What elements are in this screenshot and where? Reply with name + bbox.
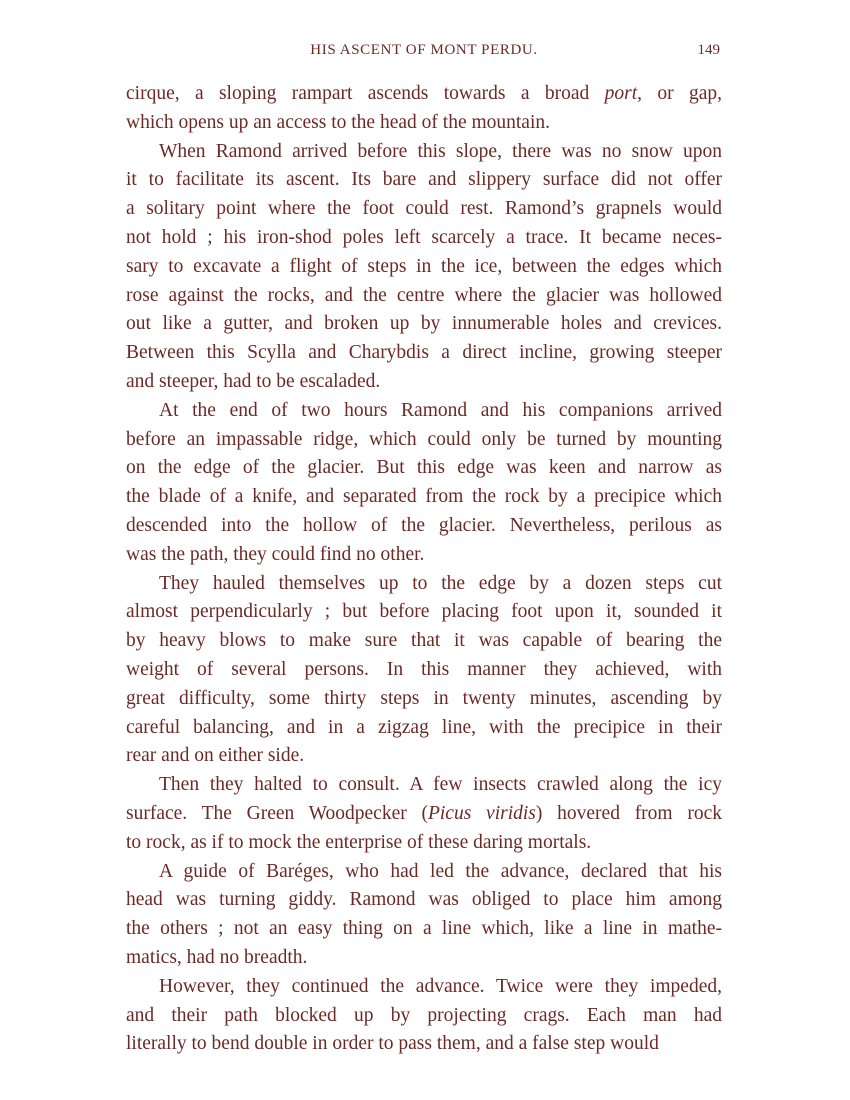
text-line [126, 397, 722, 426]
text-line [126, 109, 722, 138]
paragraph [126, 80, 722, 138]
text-segment: and steeper, had to be escaladed. [126, 370, 381, 392]
text-segment: A guide of Baréges, who had led the advance, declared that his [159, 860, 722, 882]
text-segment: cirque, a sloping rampart ascends towards a broad [126, 83, 605, 104]
page-number: 149 [697, 42, 720, 58]
text-segment: was the path, they could find no other. [126, 543, 425, 565]
text-segment: careful balancing, and in a zigzag line, with the precipice in their [126, 716, 722, 738]
text-segment: Then they halted to consult. A few insects crawled along the icy [159, 774, 722, 796]
text-segment: on the edge of the glacier. But this edge was keen and narrow as [126, 457, 722, 479]
text-line [126, 656, 722, 685]
text-line [126, 541, 722, 570]
text-segment: a solitary point where the foot could rest. Ramond’s grapnels would [126, 198, 722, 220]
text-segment: the blade of a knife, and separated from the rock by a precipice which [126, 486, 722, 508]
text-line [126, 714, 722, 743]
italic-term: port [604, 83, 638, 104]
text-segment: not hold ; his iron-shod poles left scarcely a trace. It became neces- [126, 226, 722, 248]
text-segment: At the end of two hours Ramond and his companions arrived [159, 399, 722, 421]
text-segment: great difficulty, some thirty steps in twenty minutes, ascending by [126, 687, 722, 709]
text-line [126, 915, 722, 944]
text-line [126, 483, 722, 512]
text-line [126, 166, 722, 195]
text-segment: When Ramond arrived before this slope, there was no snow upon [159, 140, 722, 162]
text-line [126, 829, 722, 858]
paragraph [126, 138, 722, 397]
text-line [126, 973, 722, 1002]
text-line [126, 512, 722, 541]
text-segment: They hauled themselves up to the edge by a dozen steps cut [159, 572, 722, 594]
text-segment: which opens up an access to the head of the mountain. [126, 111, 551, 133]
text-segment: weight of several persons. In this manner they achieved, with [126, 658, 722, 680]
text-segment: out like a gutter, and broken up by innumerable holes and crevices. [126, 313, 722, 335]
paragraph [126, 771, 722, 857]
text-line [126, 368, 722, 397]
text-segment: , or gap, [637, 83, 722, 104]
italic-term: Picus viridis [427, 802, 536, 824]
running-title: HIS ASCENT OF MONT PERDU. [310, 42, 538, 58]
text-line [126, 685, 722, 714]
paragraph [126, 858, 722, 973]
text-segment: sary to excavate a flight of steps in the ice, between the edges which [126, 255, 722, 277]
text-line [126, 138, 722, 167]
text-segment: However, they continued the advance. Twice were they impeded, [159, 975, 722, 997]
text-segment: it to facilitate its ascent. Its bare and slippery surface did not offer [126, 169, 722, 191]
text-line [126, 886, 722, 915]
paragraph [126, 397, 722, 570]
text-line [126, 454, 722, 483]
text-segment: the others ; not an easy thing on a line which, like a line in mathe- [126, 918, 722, 940]
text-segment: matics, had no breadth. [126, 946, 308, 968]
text-segment: literally to bend double in order to pass them, and a false step would [126, 1033, 659, 1055]
text-segment: before an impassable ridge, which could only be turned by mounting [126, 428, 722, 450]
text-line [126, 598, 722, 627]
text-line [126, 195, 722, 224]
running-head [126, 38, 722, 62]
text-segment: by heavy blows to make sure that it was capable of bearing the [126, 630, 722, 652]
text-line [126, 80, 722, 109]
text-line [126, 627, 722, 656]
text-line [126, 1002, 722, 1031]
text-segment: Between this Scylla and Charybdis a direct incline, growing steeper [126, 342, 722, 364]
text-segment: almost perpendicularly ; but before placing foot upon it, sounded it [126, 601, 722, 623]
text-segment: descended into the hollow of the glacier. Nevertheless, perilous as [126, 514, 722, 536]
text-segment: rear and on either side. [126, 745, 305, 767]
text-line [126, 253, 722, 282]
text-line [126, 339, 722, 368]
text-segment: rose against the rocks, and the centre where the glacier was hollowed [126, 284, 722, 306]
body-text [126, 80, 722, 1059]
text-line [126, 570, 722, 599]
text-line [126, 771, 722, 800]
text-segment: ) hovered from rock [535, 802, 722, 824]
text-line [126, 800, 722, 829]
text-line [126, 944, 722, 973]
text-segment: to rock, as if to mock the enterprise of these daring mortals. [126, 831, 592, 853]
text-line [126, 282, 722, 311]
paragraph [126, 570, 722, 772]
text-line [126, 310, 722, 339]
paragraph [126, 973, 722, 1059]
text-line [126, 224, 722, 253]
text-line [126, 1030, 722, 1059]
text-segment: surface. The Green Woodpecker ( [126, 802, 428, 824]
text-line [126, 858, 722, 887]
text-segment: head was turning giddy. Ramond was obliged to place him among [126, 889, 722, 911]
text-line [126, 742, 722, 771]
text-line [126, 426, 722, 455]
text-segment: and their path blocked up by projecting crags. Each man had [126, 1004, 722, 1026]
